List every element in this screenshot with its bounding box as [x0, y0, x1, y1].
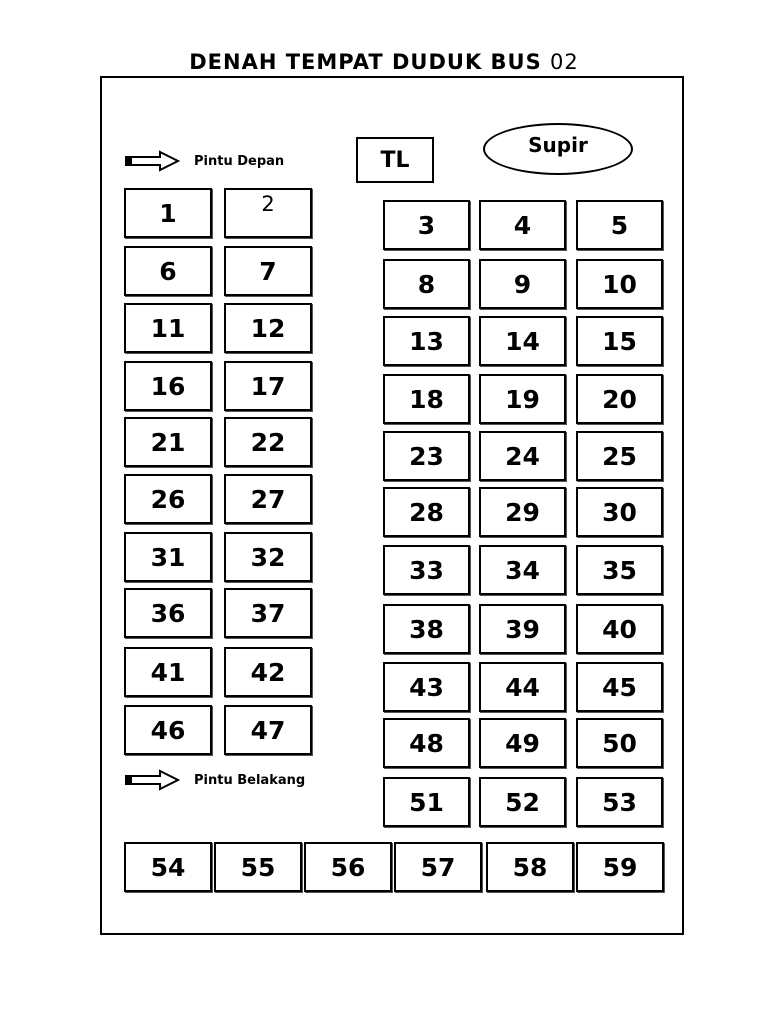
seat-9: 9: [479, 259, 566, 309]
driver-seat: Supir: [483, 123, 633, 175]
seat-18: 18: [383, 374, 470, 424]
seat-40: 40: [576, 604, 663, 654]
seat-38: 38: [383, 604, 470, 654]
right-arrow-icon: [124, 769, 180, 791]
seat-30: 30: [576, 487, 663, 537]
seat-59: 59: [576, 842, 664, 892]
seat-39: 39: [479, 604, 566, 654]
seat-48: 48: [383, 718, 470, 768]
front-door-label: Pintu Depan: [194, 153, 285, 169]
rear-door: [124, 769, 305, 791]
seat-50: 50: [576, 718, 663, 768]
seat-19: 19: [479, 374, 566, 424]
seat-2: 2: [224, 188, 312, 238]
seat-49: 49: [479, 718, 566, 768]
seat-23: 23: [383, 431, 470, 481]
seat-44: 44: [479, 662, 566, 712]
seat-15: 15: [576, 316, 663, 366]
seat-3: 3: [383, 200, 470, 250]
seat-10: 10: [576, 259, 663, 309]
seat-29: 29: [479, 487, 566, 537]
seat-22: 22: [224, 417, 312, 467]
seat-32: 32: [224, 532, 312, 582]
seat-7: 7: [224, 246, 312, 296]
seat-41: 41: [124, 647, 212, 697]
seat-57: 57: [394, 842, 482, 892]
rear-door-label: Pintu Belakang: [194, 772, 306, 788]
seat-14: 14: [479, 316, 566, 366]
page-title: [0, 50, 768, 74]
seat-28: 28: [383, 487, 470, 537]
seat-42: 42: [224, 647, 312, 697]
seat-36: 36: [124, 588, 212, 638]
right-arrow-icon: [124, 150, 180, 172]
seat-46: 46: [124, 705, 212, 755]
seat-55: 55: [214, 842, 302, 892]
seat-56: 56: [304, 842, 392, 892]
seat-45: 45: [576, 662, 663, 712]
seat-58: 58: [486, 842, 574, 892]
seat-6: 6: [124, 246, 212, 296]
seat-47: 47: [224, 705, 312, 755]
seat-12: 12: [224, 303, 312, 353]
seat-34: 34: [479, 545, 566, 595]
seat-43: 43: [383, 662, 470, 712]
seat-35: 35: [576, 545, 663, 595]
seat-17: 17: [224, 361, 312, 411]
title-main: DENAH TEMPAT DUDUK BUS: [189, 50, 542, 74]
title-bus-number: 02: [550, 50, 579, 74]
seat-16: 16: [124, 361, 212, 411]
seat-5: 5: [576, 200, 663, 250]
seat-37: 37: [224, 588, 312, 638]
seat-4: 4: [479, 200, 566, 250]
seat-31: 31: [124, 532, 212, 582]
seat-54: 54: [124, 842, 212, 892]
seat-1: 1: [124, 188, 212, 238]
seat-26: 26: [124, 474, 212, 524]
seat-21: 21: [124, 417, 212, 467]
seat-24: 24: [479, 431, 566, 481]
seat-13: 13: [383, 316, 470, 366]
seat-25: 25: [576, 431, 663, 481]
seat-51: 51: [383, 777, 470, 827]
seat-52: 52: [479, 777, 566, 827]
seat-53: 53: [576, 777, 663, 827]
front-door: [124, 150, 284, 172]
seat-33: 33: [383, 545, 470, 595]
seat-11: 11: [124, 303, 212, 353]
seat-20: 20: [576, 374, 663, 424]
tour-leader-seat: TL: [356, 137, 434, 183]
seat-27: 27: [224, 474, 312, 524]
seat-8: 8: [383, 259, 470, 309]
